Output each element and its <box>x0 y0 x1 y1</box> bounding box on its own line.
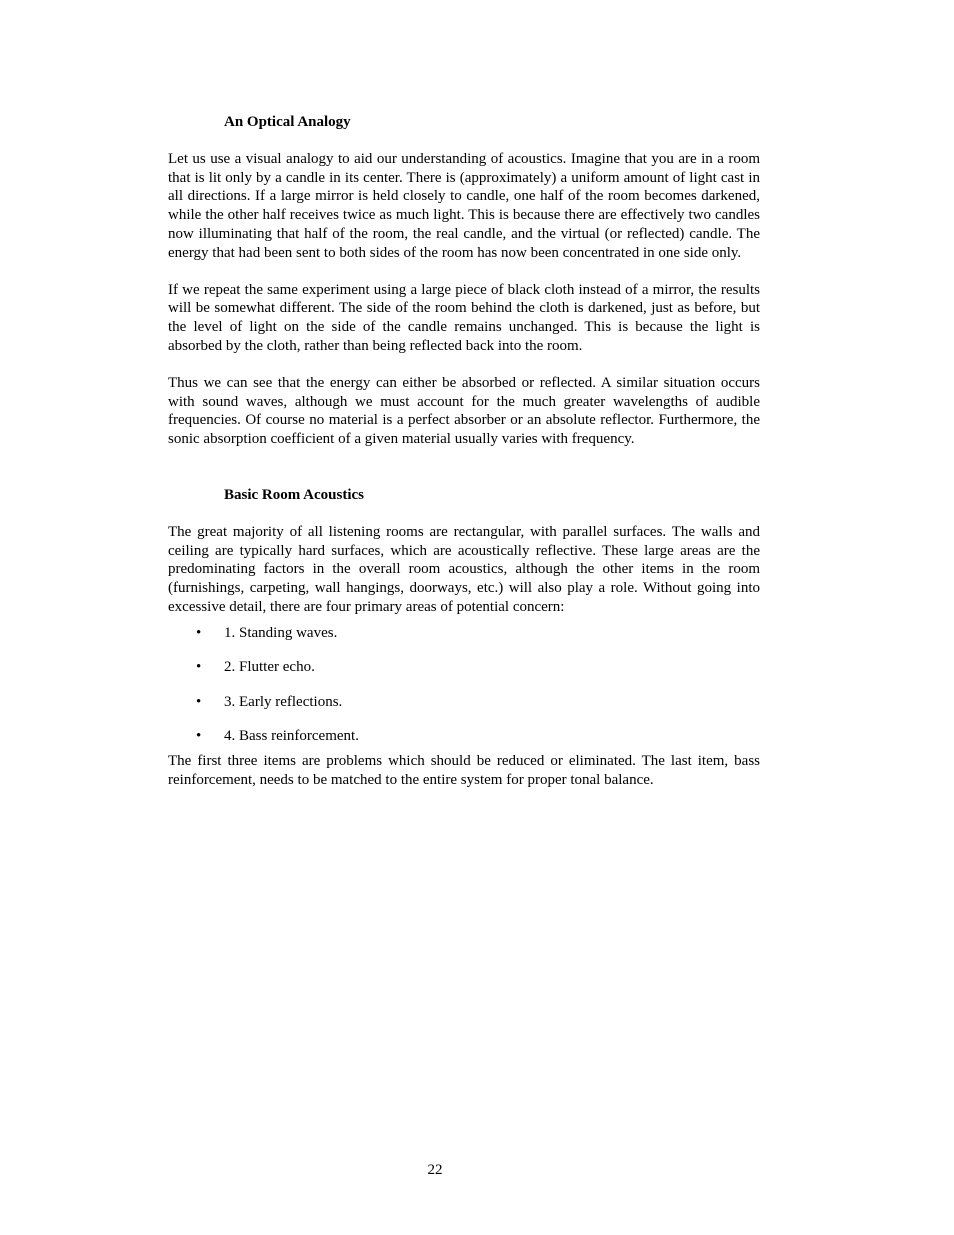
paragraph-candle-mirror: Let us use a visual analogy to aid our understanding of acoustics. Imagine that you are in a room that is lit only by a candle in its center. There is (approximately) a uniform amount of light cast in all directions. If a large mirror is held closely to candle, one half of the room becomes darkened, while the other half receives twice as much light. This is because there are effectively two candles now illuminating that half of the room, the real candle, and the virtual (or reflected) candle. The energy that had been sent to both sides of the room has now been concentrated in one side only. <box>168 151 760 261</box>
bullet-icon: • <box>196 659 202 676</box>
list-item-text: 1. Standing waves. <box>224 625 338 642</box>
list-item <box>168 624 760 643</box>
list-item <box>168 727 760 746</box>
paragraph-absorbed-reflected: Thus we can see that the energy can either be absorbed or reflected. A similar situation occurs with sound waves, although we must account for the much greater wavelengths of audible frequencies. Of course no material is a perfect absorber or an absolute reflector. Furthermore, the sonic absorption coefficient of a given material usually varies with frequency. <box>168 375 760 448</box>
bullet-icon: • <box>196 727 202 744</box>
list-item <box>168 658 760 677</box>
list-item <box>168 693 760 712</box>
document-page <box>168 112 760 808</box>
paragraph-rectangular-rooms: The great majority of all listening rooms are rectangular, with parallel surfaces. The walls and ceiling are typically hard surfaces, which are acoustically reflective. These large areas are the predominating factors in the overall room acoustics, although the other items in the room (furnishings, carpeting, wall hangings, doorways, etc.) will also play a role. Without going into excessive detail, there are four primary areas of potential concern: <box>168 523 760 615</box>
list-item-text: 3. Early reflections. <box>224 693 343 710</box>
section-heading-optical-analogy: An Optical Analogy <box>224 114 351 130</box>
paragraph-closing: The first three items are problems which should be reduced or eliminated. The last item, bass reinforcement, needs to be matched to the entire system for proper tonal balance. <box>168 753 760 789</box>
section-heading-basic-room-acoustics: Basic Room Acoustics <box>224 486 364 503</box>
paragraph-black-cloth: If we repeat the same experiment using a large piece of black cloth instead of a mirror, the results will be somewhat different. The side of the room behind the cloth is darkened, just as before, but the level of light on the side of the candle remains unchanged. This is because the light is absorbed by the cloth, rather than being reflected back into the room. <box>168 281 760 354</box>
page-number: 22 <box>427 1162 443 1178</box>
list-item-text: 2. Flutter echo. <box>224 659 315 676</box>
concern-list <box>168 624 760 745</box>
list-item-text: 4. Bass reinforcement. <box>224 727 359 744</box>
bullet-icon: • <box>196 693 202 710</box>
bullet-icon: • <box>196 625 202 642</box>
